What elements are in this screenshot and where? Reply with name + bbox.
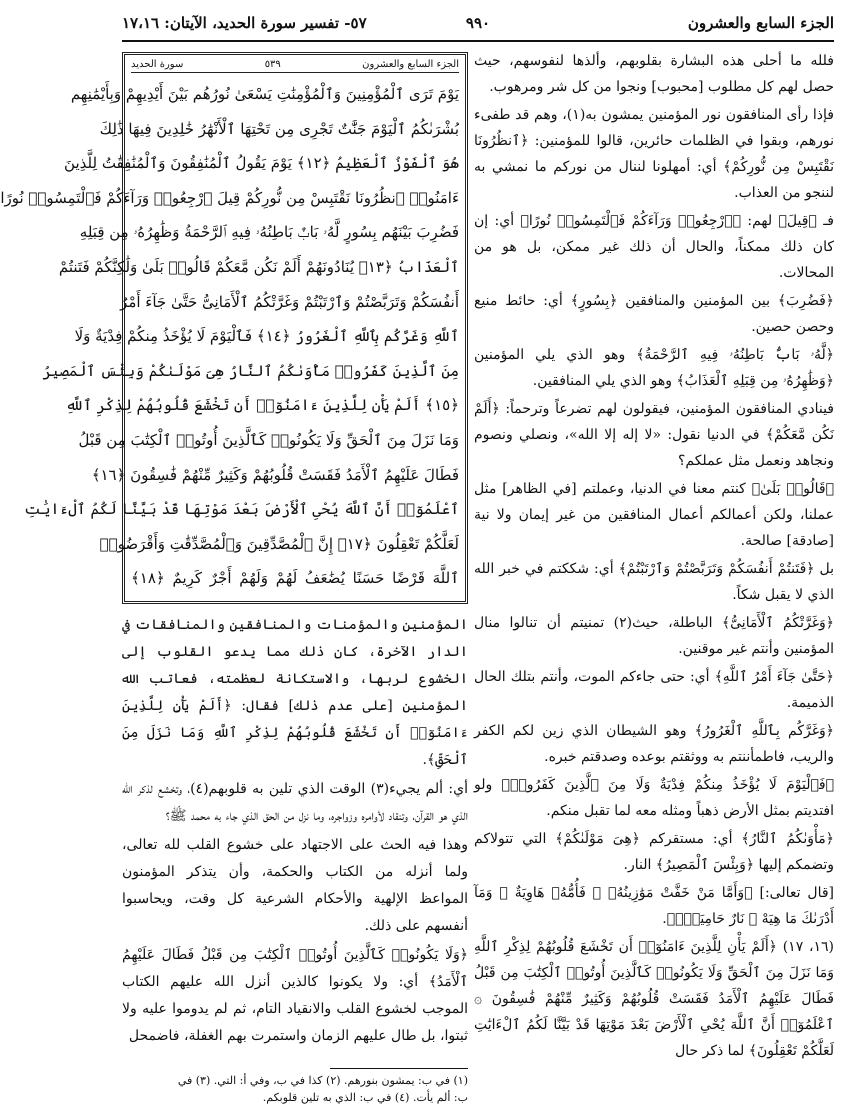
- paragraph: وهذا فيه الحث على الاجتهاد على خشوع القلب لله تعالى، ولما أنزله من الكتاب والحكمة، وأن يتذكر المؤمنون المواعظ الإلهية والأحكام الشرعية كل وقت، ويحاسبوا أنفسهم على ذلك.: [122, 837, 468, 934]
- paragraph: فينادي المنافقون المؤمنين، فيقولون لهم تضرعاً وترحماً: ﴿أَلَمْ نَكُن مَّعَكُمْ﴾ في الدنيا نقول: «لا إله إلا الله»، ونصلي ونصوم ونجاهد ونعمل مثل عملكم؟: [474, 401, 834, 469]
- quran-line: ٱللَّهِ وَغَرَّكُم بِٱللَّهِ ٱلْغَرُورُ ﴿١٤﴾ فَٱلْيَوْمَ لَا يُؤْخَذُ مِنكُمْ فِدْيَةٌ وَلَا: [74, 327, 459, 346]
- right-column: [474, 48, 834, 1066]
- page-header: [122, 14, 834, 38]
- quran-line: ءَامَنُوا۟ ٱنظُرُونَا نَقْتَبِسْ مِن نُّورِكُمْ قِيلَ ٱرْجِعُوا۟ وَرَآءَكُمْ فَٱلْتَمِسُوا۟ نُورًا: [0, 188, 459, 207]
- quran-line: هُوَ ٱلْفَوْزُ ٱلْعَظِيمُ ﴿١٢﴾ يَوْمَ يَقُولُ ٱلْمُنَٰفِقُونَ وَٱلْمُنَٰفِقَٰتُ لِلَّذِينَ: [64, 154, 459, 173]
- paragraph: (١٦، ١٧) ﴿أَلَمْ يَأْنِ لِلَّذِينَ ءَامَنُوٓا۟ أَن تَخْشَعَ قُلُوبُهُمْ لِذِكْرِ ٱللَّهِ وَمَا نَزَلَ مِنَ ٱلْحَقِّ وَلَا يَكُونُوا۟ كَٱلَّذِينَ أُوتُوا۟ ٱلْكِتَٰبَ مِن قَبْلُ فَطَالَ عَلَيْهِمُ ٱلْأَمَدُ فَقَسَتْ قُلُوبُهُمْ وَكَثِيرٌ مِّنْهُمْ فَٰسِقُونَ ۞ ٱعْلَمُوٓا۟ أَنَّ ٱللَّهَ يُحْىِ ٱلْأَرْضَ بَعْدَ مَوْتِهَا قَدْ بَيَّنَّا لَكُمُ ٱلْءَايَٰتِ لَعَلَّكُمْ تَعْقِلُونَ﴾ لما ذكر حال: [474, 939, 834, 1059]
- paragraph: فإذا رأى المنافقون نور المؤمنين يمشون به(١)، وهم قد طفىء نورهم، وبقوا في الظلمات حائرين، قالوا للمؤمنين: ﴿ٱنظُرُونَا نَقْتَبِسْ مِن نُّورِكُمْ﴾ أي: أمهلونا لننال من نوركم ما نمشي به لننجو من العذاب.: [474, 107, 834, 201]
- paragraph: ﴿فَٱلْيَوْمَ لَا يُؤْخَذُ مِنكُمْ فِدْيَةٌ وَلَا مِنَ ٱلَّذِينَ كَفَرُوا۟﴾ ولو افتديتم بمثل الأرض ذهباً ومثله معه لما تقبل منكم.: [474, 777, 834, 819]
- footnote-line: (١) في ب: يمشون بنورهم. (٢) كذا في ب، وفي أ: التي. (٣) في: [177, 1074, 468, 1087]
- left-column: [122, 612, 468, 1052]
- paragraph: ﴿وَغَرَّتْكُمُ ٱلْأَمَانِىُّ﴾ الباطلة، حيث(٢) تمنيتم أن تنالوا منال المؤمنين وأنتم غير موقنين.: [474, 615, 834, 657]
- quran-line: فَطَالَ عَلَيْهِمُ ٱلْأَمَدُ فَقَسَتْ قُلُوبُهُمْ وَكَثِيرٌ مِّنْهُمْ فَٰسِقُونَ ﴿١٦﴾: [91, 465, 459, 484]
- juz-title: الجزء السابع والعشرون: [687, 14, 834, 32]
- quran-line: ﴿١٥﴾ أَلَمْ يَأْنِ لِلَّذِينَ ءَامَنُوٓا۟ أَن تَخْشَعَ قُلُوبُهُمْ لِذِكْرِ ٱللَّهِ: [65, 396, 459, 415]
- quran-line: ٱلْعَذَابُ ﴿١٣﴾ يُنَادُونَهُمْ أَلَمْ نَكُن مَّعَكُمْ قَالُوا۟ بَلَىٰ وَلَٰكِنَّكُمْ فَتَنتُمْ: [58, 257, 459, 276]
- quran-line: ٱعْلَمُوٓا۟ أَنَّ ٱللَّهَ يُحْىِ ٱلْأَرْضَ بَعْدَ مَوْتِهَا قَدْ بَيَّنَّا لَكُمُ ٱلْءَايَٰتِ: [24, 500, 459, 519]
- paragraph: بل ﴿فَتَنتُمْ أَنفُسَكُمْ وَتَرَبَّصْتُمْ وَٱرْتَبْتُمْ﴾ أي: شككتم في خبر الله الذي لا يقبل شكاً.: [474, 561, 834, 603]
- quran-line: أَنفُسَكُمْ وَتَرَبَّصْتُمْ وَٱرْتَبْتُمْ وَغَرَّتْكُمُ ٱلْأَمَانِىُّ حَتَّىٰ جَآءَ أَمْرُ: [120, 292, 459, 311]
- quran-juz-label: الجزء السابع والعشرون: [362, 59, 459, 70]
- quran-line: ٱللَّهَ قَرْضًا حَسَنًا يُضَٰعَفُ لَهُمْ وَلَهُمْ أَجْرٌ كَرِيمٌ ﴿١٨﴾: [131, 569, 459, 588]
- footnote-divider: [330, 1068, 468, 1069]
- paragraph: ﴿قَالُوا۟ بَلَىٰ﴾ كنتم معنا في الدنيا، وعملتم [في الظاهر] مثل عملنا، ولكن أعمالكم أعمال المنافقين من غير إيمان ولا نية [صادقة] صالحة.: [474, 481, 834, 549]
- quran-page-label: ٥٣٩: [264, 59, 281, 70]
- paragraph: ﴿وَلَا يَكُونُوا۟ كَٱلَّذِينَ أُوتُوا۟ ٱلْكِتَٰبَ مِن قَبْلُ فَطَالَ عَلَيْهِمُ ٱلْأَمَدُ﴾ أي: ولا يكونوا كالذين أنزل الله عليهم الكتاب الموجب لخشوع القلب والانقياد التام، ثم لم يدوموا عليه ولا ثبتوا، بل طال عليهم الزمان واستمرت بهم الغفلة، فاضمحل: [122, 947, 468, 1044]
- paragraph: [قال تعالى:] ﴿وَأَمَّا مَنْ خَفَّتْ مَوَٰزِينُهُۥ ۞ فَأُمُّهُۥ هَاوِيَةٌ ۞ وَمَآ أَدْرَىٰكَ مَا هِيَهْ ۞ نَارٌ حَامِيَةٌۢ﴾.: [474, 885, 834, 927]
- quran-line: لَعَلَّكُمْ تَعْقِلُونَ ﴿١٧﴾ إِنَّ ٱلْمُصَّدِّقِينَ وَٱلْمُصَّدِّقَٰتِ وَأَقْرَضُوا۟: [99, 534, 459, 553]
- paragraph: فـ ﴿قِيلَ﴾ لهم: ﴿ٱرْجِعُوا۟ وَرَآءَكُمْ فَٱلْتَمِسُوا۟ نُورًا﴾ أي: إن كان ذلك ممكناً، والحال أن ذلك غير ممكن، بل هو من المحالات.: [474, 213, 834, 281]
- page-number: ٩٩٠: [465, 14, 491, 32]
- paragraph: ﴿لَّهُۥ بَابٌۢ بَاطِنُهُۥ فِيهِ ٱلرَّحْمَةُ﴾ وهو الذي يلي المؤمنين ﴿وَظَٰهِرُهُۥ مِن قِبَلِهِ ٱلْعَذَابُ﴾ وهو الذي يلي المنافقين.: [474, 347, 834, 389]
- paragraph: أي: ألم يجيء(٣) الوقت الذي تلين به قلوبهم(٤)، وتخشع لذكر الله الذي هو القرآن، وتنقاد لأوامره وزواجره، وما نزل من الحق الذي جاء به محمد ﷺ؟: [122, 781, 468, 824]
- paragraph: ﴿مَأْوَىٰكُمُ ٱلنَّارُ﴾ أي: مستقركم ﴿هِىَ مَوْلَىٰكُمْ﴾ التي تتولاكم وتضمكم إليها ﴿وَبِئْسَ ٱلْمَصِيرُ﴾ النار.: [474, 831, 834, 873]
- paragraph: ﴿وَغَرَّكُم بِٱللَّهِ ٱلْغَرُورُ﴾ وهو الشيطان الذي زين لكم الكفر والريب، فاطمأننتم به ووثقتم بوعده وصدقتم خبره.: [474, 723, 834, 765]
- footnote-line: ب: ألم يأت. (٤) في ب: الذي به تلين قلوبكم.: [262, 1091, 468, 1104]
- quran-line: مِنَ ٱلَّذِينَ كَفَرُوا۟ مَأْوَىٰكُمُ ٱلنَّارُ هِىَ مَوْلَىٰكُمْ وَبِئْسَ ٱلْمَصِيرُ: [42, 361, 459, 380]
- quran-box-header: [131, 59, 459, 73]
- quran-page-box: [0, 52, 468, 604]
- paragraph: المؤمنين والمؤمنات والمنافقين والمنافقات في الدار الآخرة، كان ذلك مما يدعو القلوب إلى الخشوع لربها، والاستكانة لعظمته، فعاتب الله المؤمنين [على عدم ذلك] فقال: ﴿أَلَمْ يَأْنِ لِلَّذِينَ ءَامَنُوٓا۟ أَن تَخْشَعَ قُلُوبُهُمْ لِذِكْرِ ٱللَّهِ وَمَا نَزَلَ مِنَ ٱلْحَقِّ﴾.: [122, 617, 468, 768]
- paragraph: ﴿حَتَّىٰ جَآءَ أَمْرُ ٱللَّهِ﴾ أي: حتى جاءكم الموت، وأنتم بتلك الحال الذميمة.: [474, 669, 834, 711]
- footnotes: [122, 1072, 468, 1106]
- quran-surah-label: سورة الحديد: [131, 59, 184, 70]
- paragraph: فلله ما أحلى هذه البشارة بقلوبهم، وألذها لنفوسهم، حيث حصل لهم كل مطلوب [محبوب] ونجوا من كل شر ومرهوب.: [474, 53, 834, 95]
- quran-line: يَوْمَ تَرَى ٱلْمُؤْمِنِينَ وَٱلْمُؤْمِنَٰتِ يَسْعَىٰ نُورُهُم بَيْنَ أَيْدِيهِمْ وَبِأَيْمَٰنِهِم: [70, 85, 459, 103]
- paragraph: ﴿فَضُرِبَ﴾ بين المؤمنين والمنافقين ﴿بِسُورٍ﴾ أي: حائط منيع وحصن حصين.: [474, 293, 834, 335]
- quran-line: وَمَا نَزَلَ مِنَ ٱلْحَقِّ وَلَا يَكُونُوا۟ كَٱلَّذِينَ أُوتُوا۟ ٱلْكِتَٰبَ مِن قَبْلُ: [78, 430, 459, 449]
- header-divider: [122, 40, 834, 42]
- quran-line: بُشْرَىٰكُمُ ٱلْيَوْمَ جَنَّٰتٌ تَجْرِى مِن تَحْتِهَا ٱلْأَنْهَٰرُ خَٰلِدِينَ فِيهَا ذَٰلِكَ: [99, 119, 459, 138]
- section-title: ٥٧- تفسير سورة الحديد، الآيتان: ١٧،١٦: [122, 14, 367, 32]
- quran-line: فَضُرِبَ بَيْنَهُم بِسُورٍ لَّهُۥ بَابٌۢ بَاطِنُهُۥ فِيهِ ٱلرَّحْمَةُ وَظَٰهِرُهُۥ مِن قِبَلِهِ: [79, 223, 459, 242]
